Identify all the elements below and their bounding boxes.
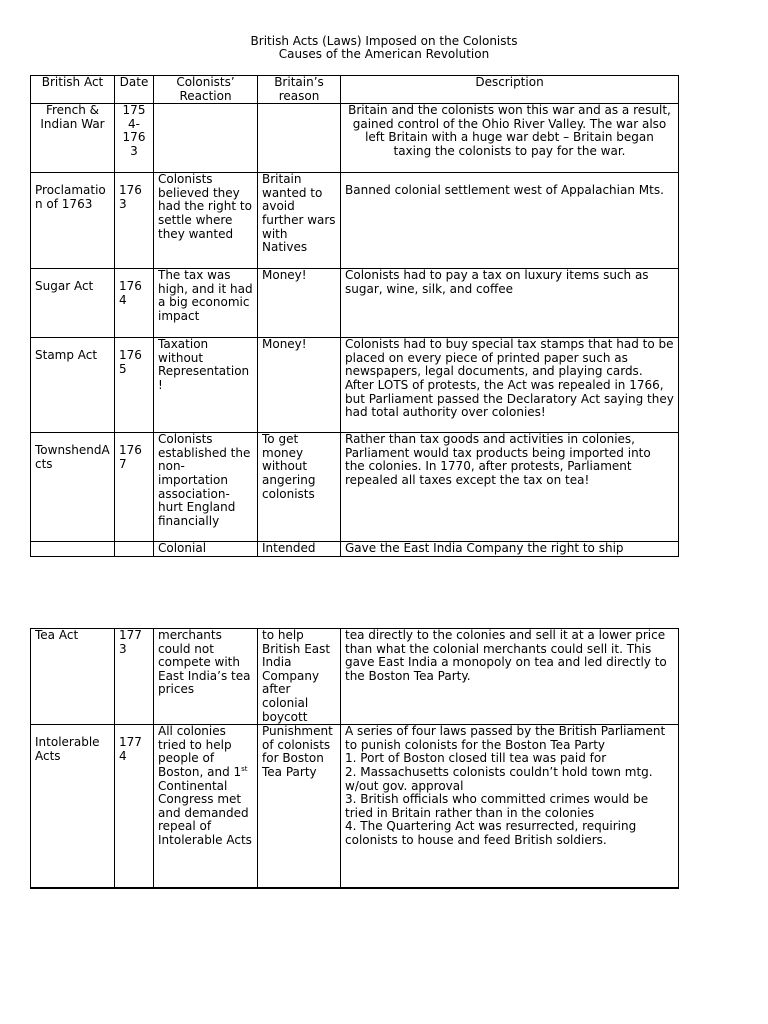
header-date: Date — [115, 76, 154, 104]
cell-reaction: merchants could not compete with East India’s tea prices — [154, 629, 258, 725]
table-header-row — [31, 76, 679, 104]
acts-table-part-2 — [30, 628, 679, 889]
header-description: Description — [341, 76, 679, 104]
cell-description: Colonists had to pay a tax on luxury items such as sugar, wine, silk, and coffee — [341, 269, 679, 338]
cell-description: Rather than tax goods and activities in colonies, Parliament would tax products being imported into the colonies. In 1770, after protests, Parliament repealed all taxes except the tax on tea! — [341, 433, 679, 542]
cell-description — [341, 725, 679, 888]
cell-act: Intolerable Acts — [31, 725, 115, 888]
table-row — [31, 725, 679, 888]
cell-reaction — [154, 725, 258, 888]
cell-reaction: Colonists established the non-importation association-hurt England financially — [154, 433, 258, 542]
cell-reason: Intended — [258, 542, 341, 557]
cell-reaction — [154, 104, 258, 173]
reaction-text-part-2: Continental Congress met and demanded repeal of Intolerable Acts — [158, 778, 252, 847]
cell-reason: to help British East India Company after colonial boycott — [258, 629, 341, 725]
cell-reason: To get money without angering colonists — [258, 433, 341, 542]
cell-reason: Money! — [258, 338, 341, 433]
cell-description: Gave the East India Company the right to ship — [341, 542, 679, 557]
cell-reason: Britain wanted to avoid further wars with Natives — [258, 173, 341, 269]
title-line-2: Causes of the American Revolution — [278, 47, 490, 61]
cell-reaction: Colonial — [154, 542, 258, 557]
description-intro: A series of four laws passed by the British Parliament to punish colonists for the Boston Tea Party — [345, 724, 666, 752]
cell-act: Sugar Act — [31, 269, 115, 338]
cell-reaction: The tax was high, and it had a big economic impact — [154, 269, 258, 338]
table-row — [31, 173, 679, 269]
table-row — [31, 629, 679, 725]
cell-reaction: Taxation without Representation! — [154, 338, 258, 433]
table-row — [31, 269, 679, 338]
description-item-3: 3. British officials who committed crimes would be tried in Britain rather than in the colonies — [345, 792, 649, 820]
cell-date: 1754-1763 — [115, 104, 154, 173]
table-row — [31, 338, 679, 433]
cell-act: Stamp Act — [31, 338, 115, 433]
cell-description: tea directly to the colonies and sell it at a lower price than what the colonial merchants could sell it. This gave East India a monopoly on tea and led directly to the Boston Tea Party. — [341, 629, 679, 725]
header-colonists-reaction: Colonists’ Reaction — [154, 76, 258, 104]
ordinal-suffix: st — [241, 764, 248, 773]
header-britains-reason: Britain’s reason — [258, 76, 341, 104]
cell-date: 1773 — [115, 629, 154, 725]
table-row — [31, 104, 679, 173]
cell-act: French & Indian War — [31, 104, 115, 173]
cell-reaction: Colonists believed they had the right to settle where they wanted — [154, 173, 258, 269]
cell-reason — [258, 104, 341, 173]
table-row — [31, 433, 679, 542]
cell-description: Britain and the colonists won this war and as a result, gained control of the Ohio River Valley. The war also left Britain with a huge war debt – Britain began taxing the colonists to pay for the war. — [341, 104, 679, 173]
document-title — [0, 35, 768, 61]
cell-reason: Punishment of colonists for Boston Tea Party — [258, 725, 341, 888]
acts-table-part-1 — [30, 75, 679, 557]
reaction-text-part-1: All colonies tried to help people of Boston, and 1 — [158, 724, 242, 779]
title-line-1: British Acts (Laws) Imposed on the Colonists — [250, 34, 518, 48]
description-item-2: 2. Massachusetts colonists couldn’t hold town mtg. w/out gov. approval — [345, 764, 653, 793]
cell-date: 1764 — [115, 269, 154, 338]
cell-date: 1765 — [115, 338, 154, 433]
cell-act — [31, 542, 115, 557]
header-british-act: British Act — [31, 76, 115, 104]
description-item-1: 1. Port of Boston closed till tea was paid for — [345, 751, 607, 766]
cell-act: Tea Act — [31, 629, 115, 725]
cell-date — [115, 542, 154, 557]
cell-date: 1767 — [115, 433, 154, 542]
cell-description: Colonists had to buy special tax stamps that had to be placed on every piece of printed paper such as newspapers, legal documents, and playing cards. After LOTS of protests, the Act was repealed in 1766, but Parliament passed the Declaratory Act saying they had total authority over colonies! — [341, 338, 679, 433]
table-row — [31, 542, 679, 557]
cell-date: 1774 — [115, 725, 154, 888]
cell-date: 1763 — [115, 173, 154, 269]
cell-description: Banned colonial settlement west of Appalachian Mts. — [341, 173, 679, 269]
cell-act: TownshendActs — [31, 433, 115, 542]
cell-reason: Money! — [258, 269, 341, 338]
cell-act: Proclamation of 1763 — [31, 173, 115, 269]
description-item-4: 4. The Quartering Act was resurrected, requiring colonists to house and feed British soldiers. — [345, 819, 637, 847]
